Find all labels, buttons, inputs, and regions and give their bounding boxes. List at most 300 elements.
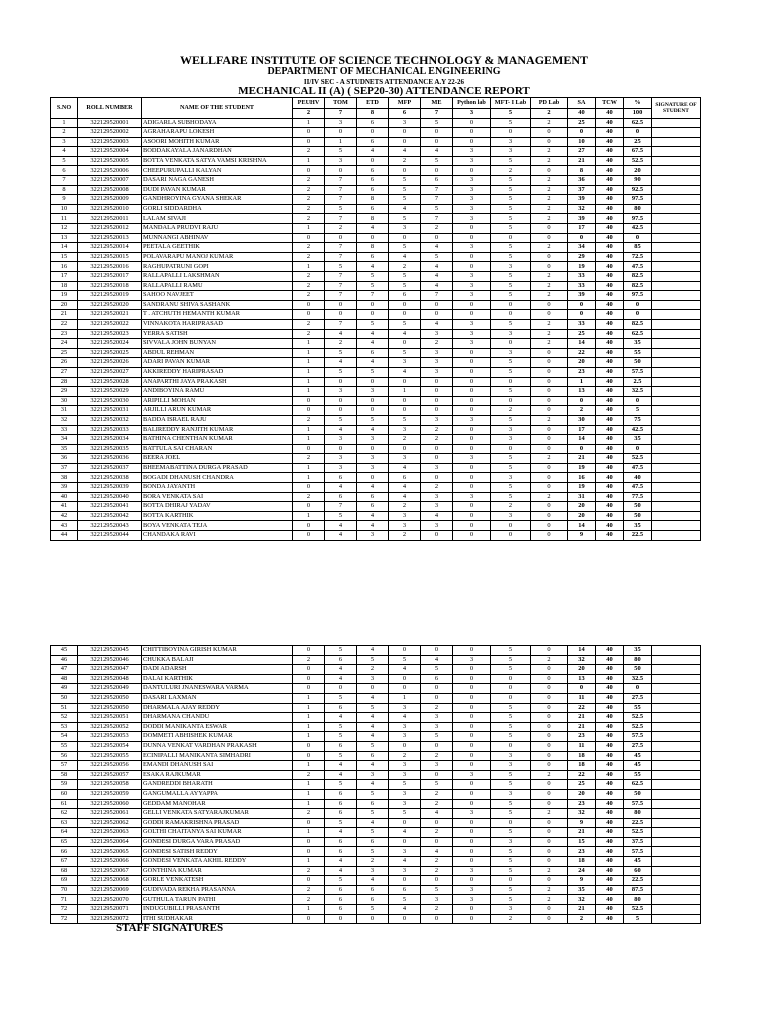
- cell-sa: 11: [568, 741, 596, 751]
- cell-roll: 322129520046: [78, 655, 142, 665]
- cell-tcw: 40: [596, 837, 624, 847]
- cell-etd: 5: [357, 789, 389, 799]
- table-row: [51, 646, 701, 656]
- cell-etd: 2: [357, 857, 389, 867]
- cell-tcw: 40: [596, 156, 624, 166]
- cell-signature: [652, 770, 701, 780]
- col-peuhv: PEUHV: [293, 98, 325, 109]
- cell-tom: 6: [325, 799, 357, 809]
- cell-pd: 0: [531, 828, 568, 838]
- cell-pct: 80: [624, 655, 652, 665]
- cell-sa: 19: [568, 463, 596, 473]
- cell-name: T . ATCHUTH HEMANTH KUMAR: [142, 310, 293, 320]
- cell-mfp: 0: [389, 339, 421, 349]
- cell-sno: 60: [51, 789, 78, 799]
- cell-mft: 5: [491, 319, 531, 329]
- cell-tcw: 40: [596, 511, 624, 521]
- cell-me: 0: [421, 300, 453, 310]
- cell-sa: 9: [568, 531, 596, 541]
- cell-peuhv: 1: [293, 463, 325, 473]
- cell-mft: 5: [491, 780, 531, 790]
- cell-pd: 2: [531, 329, 568, 339]
- cell-tom: 7: [325, 195, 357, 205]
- cell-signature: [652, 828, 701, 838]
- cell-signature: [652, 252, 701, 262]
- cell-tom: 0: [325, 444, 357, 454]
- cell-sno: 52: [51, 713, 78, 723]
- cell-pct: 97.5: [624, 291, 652, 301]
- cell-me: 4: [421, 147, 453, 157]
- cell-peuhv: 2: [293, 770, 325, 780]
- cell-pd: 0: [531, 741, 568, 751]
- cell-signature: [652, 732, 701, 742]
- subtitle: II/IV SEC - A STUDNETS ATTENDANCE A.Y 22-26: [303, 78, 465, 86]
- cell-etd: 4: [357, 693, 389, 703]
- cell-sno: 21: [51, 310, 78, 320]
- cell-sno: 56: [51, 751, 78, 761]
- cell-mfp: 5: [389, 348, 421, 358]
- cell-pct: 32.5: [624, 387, 652, 397]
- cell-tcw: 40: [596, 770, 624, 780]
- table-row: [51, 233, 701, 243]
- cell-mfp: 6: [389, 885, 421, 895]
- cell-etd: 0: [357, 444, 389, 454]
- cell-me: 2: [421, 425, 453, 435]
- cell-sa: 15: [568, 837, 596, 847]
- cell-me: 3: [421, 713, 453, 723]
- cell-mft: 5: [491, 118, 531, 128]
- cell-sno: 47: [51, 665, 78, 675]
- cell-peuhv: 2: [293, 454, 325, 464]
- cell-python: 0: [453, 722, 491, 732]
- cell-python: 0: [453, 799, 491, 809]
- cell-sa: 21: [568, 905, 596, 915]
- table-row: [51, 118, 701, 128]
- cell-tom: 7: [325, 214, 357, 224]
- cell-mfp: 3: [389, 511, 421, 521]
- cell-peuhv: 2: [293, 866, 325, 876]
- cell-signature: [652, 713, 701, 723]
- cell-pct: 62.5: [624, 329, 652, 339]
- cell-sa: 23: [568, 732, 596, 742]
- cell-name: RAGHUPATRUNI GOPI: [142, 262, 293, 272]
- cell-peuhv: 0: [293, 310, 325, 320]
- cell-mft: 5: [491, 492, 531, 502]
- cell-tom: 7: [325, 281, 357, 291]
- cell-sno: 12: [51, 224, 78, 234]
- cell-python: 3: [453, 454, 491, 464]
- cell-sa: 9: [568, 818, 596, 828]
- cell-pd: 2: [531, 866, 568, 876]
- cell-tom: 5: [325, 780, 357, 790]
- cell-name: ECINIPALLI MANIKANTA SIMHADRI: [142, 751, 293, 761]
- cell-sa: 39: [568, 214, 596, 224]
- cell-tom: 4: [325, 521, 357, 531]
- cell-sa: 0: [568, 444, 596, 454]
- cell-tcw: 40: [596, 300, 624, 310]
- cell-tcw: 40: [596, 674, 624, 684]
- cell-signature: [652, 396, 701, 406]
- cell-pct: 80: [624, 895, 652, 905]
- cell-mft: 0: [491, 741, 531, 751]
- cell-mft: 5: [491, 799, 531, 809]
- cell-name: RALLAPALLI LAKSHMAN: [142, 272, 293, 282]
- cell-tom: 5: [325, 751, 357, 761]
- cell-etd: 8: [357, 195, 389, 205]
- cell-tom: 5: [325, 415, 357, 425]
- max-python: 3: [453, 109, 491, 119]
- cell-pct: 50: [624, 665, 652, 675]
- cell-etd: 4: [357, 511, 389, 521]
- cell-signature: [652, 463, 701, 473]
- cell-name: DUDI PAVAN KUMAR: [142, 185, 293, 195]
- cell-python: 0: [453, 693, 491, 703]
- table-row: [51, 531, 701, 541]
- cell-roll: 322129520066: [78, 857, 142, 867]
- cell-tcw: 40: [596, 272, 624, 282]
- cell-pct: 0: [624, 396, 652, 406]
- cell-me: 3: [421, 492, 453, 502]
- cell-pct: 22.5: [624, 531, 652, 541]
- cell-sno: 37: [51, 463, 78, 473]
- cell-mft: 0: [491, 339, 531, 349]
- cell-mft: 3: [491, 751, 531, 761]
- cell-me: 2: [421, 905, 453, 915]
- cell-mft: 0: [491, 531, 531, 541]
- cell-python: 0: [453, 425, 491, 435]
- cell-me: 0: [421, 137, 453, 147]
- cell-python: 0: [453, 233, 491, 243]
- cell-peuhv: 1: [293, 425, 325, 435]
- cell-sno: 5: [51, 156, 78, 166]
- cell-etd: 5: [357, 319, 389, 329]
- cell-sno: 46: [51, 655, 78, 665]
- table-row: [51, 137, 701, 147]
- cell-pd: 0: [531, 348, 568, 358]
- cell-python: 0: [453, 857, 491, 867]
- cell-signature: [652, 358, 701, 368]
- cell-mft: 3: [491, 511, 531, 521]
- cell-tom: 6: [325, 473, 357, 483]
- cell-sno: 30: [51, 396, 78, 406]
- cell-python: 0: [453, 521, 491, 531]
- cell-sno: 19: [51, 291, 78, 301]
- cell-python: 0: [453, 914, 491, 924]
- cell-tom: 7: [325, 176, 357, 186]
- cell-me: 4: [421, 809, 453, 819]
- table-row: [51, 473, 701, 483]
- cell-tom: 4: [325, 828, 357, 838]
- cell-peuhv: 2: [293, 415, 325, 425]
- cell-pd: 0: [531, 224, 568, 234]
- cell-me: 5: [421, 156, 453, 166]
- cell-signature: [652, 214, 701, 224]
- cell-pct: 37.5: [624, 837, 652, 847]
- cell-name: GOLTHI CHAITANYA SAI KUMAR: [142, 828, 293, 838]
- cell-mfp: 5: [389, 895, 421, 905]
- cell-python: 0: [453, 367, 491, 377]
- cell-pd: 0: [531, 646, 568, 656]
- cell-tom: 6: [325, 895, 357, 905]
- cell-roll: 322129520017: [78, 272, 142, 282]
- cell-pd: 0: [531, 377, 568, 387]
- cell-python: 3: [453, 339, 491, 349]
- cell-peuhv: 2: [293, 214, 325, 224]
- cell-mft: 5: [491, 387, 531, 397]
- table-row: [51, 703, 701, 713]
- cell-pct: 45: [624, 857, 652, 867]
- cell-pct: 50: [624, 358, 652, 368]
- cell-pd: 2: [531, 492, 568, 502]
- cell-sno: 72: [51, 914, 78, 924]
- cell-roll: 322129520010: [78, 204, 142, 214]
- cell-name: BOTTA KARTHIK: [142, 511, 293, 521]
- cell-name: BOTTA DHIRAJ YADAV: [142, 502, 293, 512]
- cell-sa: 0: [568, 310, 596, 320]
- cell-sno: 26: [51, 358, 78, 368]
- cell-tom: 0: [325, 377, 357, 387]
- cell-name: BADDA ISRAEL RAJU: [142, 415, 293, 425]
- table-row: [51, 828, 701, 838]
- cell-signature: [652, 799, 701, 809]
- cell-python: 3: [453, 243, 491, 253]
- cell-sa: 0: [568, 300, 596, 310]
- cell-signature: [652, 329, 701, 339]
- cell-pd: 0: [531, 137, 568, 147]
- cell-tcw: 40: [596, 665, 624, 675]
- cell-signature: [652, 502, 701, 512]
- cell-sa: 32: [568, 895, 596, 905]
- cell-sno: 49: [51, 684, 78, 694]
- cell-sa: 18: [568, 751, 596, 761]
- table-row: [51, 444, 701, 454]
- table-row: [51, 761, 701, 771]
- cell-signature: [652, 761, 701, 771]
- cell-name: AGRAHARAPU LOKESH: [142, 128, 293, 138]
- cell-tom: 5: [325, 646, 357, 656]
- cell-pct: 55: [624, 703, 652, 713]
- cell-sno: 66: [51, 847, 78, 857]
- cell-sa: 25: [568, 329, 596, 339]
- table-row: [51, 348, 701, 358]
- cell-roll: 322129520015: [78, 252, 142, 262]
- cell-mft: 5: [491, 703, 531, 713]
- cell-tom: 3: [325, 118, 357, 128]
- cell-tcw: 40: [596, 310, 624, 320]
- cell-peuhv: 0: [293, 531, 325, 541]
- max-pd: 2: [531, 109, 568, 119]
- cell-roll: 322129520051: [78, 713, 142, 723]
- cell-pd: 0: [531, 847, 568, 857]
- cell-peuhv: 1: [293, 905, 325, 915]
- cell-tom: 5: [325, 147, 357, 157]
- cell-mfp: 2: [389, 531, 421, 541]
- cell-tom: 4: [325, 674, 357, 684]
- cell-pd: 0: [531, 876, 568, 886]
- cell-roll: 322129520065: [78, 847, 142, 857]
- cell-python: 3: [453, 176, 491, 186]
- cell-mft: 5: [491, 281, 531, 291]
- cell-tom: 4: [325, 713, 357, 723]
- cell-roll: 322129520044: [78, 531, 142, 541]
- cell-mfp: 4: [389, 463, 421, 473]
- cell-pct: 52.5: [624, 713, 652, 723]
- table-row: [51, 425, 701, 435]
- cell-pct: 42.5: [624, 224, 652, 234]
- cell-name: BOYA VENKATA TEJA: [142, 521, 293, 531]
- cell-mfp: 1: [389, 387, 421, 397]
- cell-peuhv: 2: [293, 204, 325, 214]
- cell-signature: [652, 291, 701, 301]
- cell-name: PEETALA GEETHIK: [142, 243, 293, 253]
- cell-sa: 24: [568, 866, 596, 876]
- cell-mfp: 2: [389, 751, 421, 761]
- cell-sno: 4: [51, 147, 78, 157]
- cell-mft: 5: [491, 204, 531, 214]
- cell-etd: 4: [357, 780, 389, 790]
- cell-mft: 3: [491, 425, 531, 435]
- cell-sno: 8: [51, 185, 78, 195]
- cell-pct: 57.5: [624, 847, 652, 857]
- cell-python: 0: [453, 252, 491, 262]
- cell-signature: [652, 454, 701, 464]
- cell-etd: 6: [357, 837, 389, 847]
- cell-pct: 22.5: [624, 876, 652, 886]
- cell-pd: 2: [531, 885, 568, 895]
- cell-pct: 45: [624, 751, 652, 761]
- cell-tom: 4: [325, 425, 357, 435]
- cell-me: 0: [421, 310, 453, 320]
- cell-tom: 0: [325, 684, 357, 694]
- cell-signature: [652, 818, 701, 828]
- cell-pd: 0: [531, 262, 568, 272]
- cell-python: 0: [453, 761, 491, 771]
- cell-pct: 22.5: [624, 818, 652, 828]
- cell-name: POLAVARAPU MANOJ KUMAR: [142, 252, 293, 262]
- cell-sa: 1: [568, 377, 596, 387]
- cell-pct: 50: [624, 511, 652, 521]
- table-row: [51, 243, 701, 253]
- cell-signature: [652, 780, 701, 790]
- cell-roll: 322129520019: [78, 291, 142, 301]
- cell-sno: 36: [51, 454, 78, 464]
- cell-tom: 5: [325, 511, 357, 521]
- cell-mfp: 5: [389, 176, 421, 186]
- cell-signature: [652, 435, 701, 445]
- cell-python: 3: [453, 885, 491, 895]
- cell-peuhv: 1: [293, 473, 325, 483]
- col-tcw: TCW: [596, 98, 624, 109]
- table-row: [51, 905, 701, 915]
- cell-me: 3: [421, 722, 453, 732]
- cell-tom: 0: [325, 166, 357, 176]
- cell-sa: 21: [568, 828, 596, 838]
- cell-peuhv: 2: [293, 195, 325, 205]
- cell-etd: 4: [357, 722, 389, 732]
- cell-me: 5: [421, 118, 453, 128]
- cell-roll: 322129520003: [78, 137, 142, 147]
- cell-me: 3: [421, 895, 453, 905]
- cell-mfp: 0: [389, 137, 421, 147]
- cell-me: 0: [421, 396, 453, 406]
- cell-mft: 5: [491, 463, 531, 473]
- cell-roll: 322129520035: [78, 444, 142, 454]
- cell-pct: 5: [624, 914, 652, 924]
- cell-roll: 322129520059: [78, 789, 142, 799]
- table-row: [51, 406, 701, 416]
- cell-signature: [652, 693, 701, 703]
- cell-roll: 322129520057: [78, 770, 142, 780]
- cell-etd: 2: [357, 665, 389, 675]
- cell-mfp: 6: [389, 473, 421, 483]
- cell-mfp: 4: [389, 329, 421, 339]
- cell-sno: 58: [51, 770, 78, 780]
- table-row: [51, 857, 701, 867]
- cell-sno: 25: [51, 348, 78, 358]
- cell-pd: 0: [531, 425, 568, 435]
- cell-name: ASOORI MOHITH KUMAR: [142, 137, 293, 147]
- cell-roll: 322129520037: [78, 463, 142, 473]
- cell-signature: [652, 156, 701, 166]
- cell-pct: 0: [624, 310, 652, 320]
- cell-etd: 8: [357, 214, 389, 224]
- cell-roll: 322129520016: [78, 262, 142, 272]
- cell-sa: 11: [568, 693, 596, 703]
- max-peuhv: 2: [293, 109, 325, 119]
- cell-sno: 63: [51, 818, 78, 828]
- table-row: [51, 224, 701, 234]
- table-row: [51, 483, 701, 493]
- cell-etd: 4: [357, 339, 389, 349]
- cell-python: 0: [453, 741, 491, 751]
- max-me: 7: [421, 109, 453, 119]
- cell-name: GONDESI DURGA VARA PRASAD: [142, 837, 293, 847]
- cell-etd: 6: [357, 348, 389, 358]
- cell-roll: 322129520062: [78, 818, 142, 828]
- cell-peuhv: 1: [293, 224, 325, 234]
- cell-etd: 5: [357, 655, 389, 665]
- cell-etd: 4: [357, 224, 389, 234]
- cell-signature: [652, 665, 701, 675]
- cell-roll: 322129520033: [78, 425, 142, 435]
- cell-python: 0: [453, 348, 491, 358]
- cell-etd: 0: [357, 684, 389, 694]
- cell-peuhv: 2: [293, 655, 325, 665]
- cell-name: BEERA JOEL: [142, 454, 293, 464]
- cell-mfp: 0: [389, 310, 421, 320]
- cell-mfp: 5: [389, 243, 421, 253]
- cell-peuhv: 2: [293, 243, 325, 253]
- cell-python: 3: [453, 895, 491, 905]
- cell-mfp: 5: [389, 272, 421, 282]
- cell-etd: 4: [357, 761, 389, 771]
- cell-me: 0: [421, 837, 453, 847]
- cell-name: BONDA JAYANTH: [142, 483, 293, 493]
- cell-mft: 2: [491, 406, 531, 416]
- cell-mft: 3: [491, 348, 531, 358]
- cell-sa: 0: [568, 128, 596, 138]
- cell-roll: 322129520049: [78, 684, 142, 694]
- cell-tcw: 40: [596, 818, 624, 828]
- cell-pd: 0: [531, 751, 568, 761]
- col-mfp: MFP: [389, 98, 421, 109]
- cell-mfp: 2: [389, 156, 421, 166]
- cell-pd: 0: [531, 310, 568, 320]
- cell-roll: 322129520020: [78, 300, 142, 310]
- cell-mfp: 3: [389, 761, 421, 771]
- cell-peuhv: 2: [293, 492, 325, 502]
- cell-signature: [652, 233, 701, 243]
